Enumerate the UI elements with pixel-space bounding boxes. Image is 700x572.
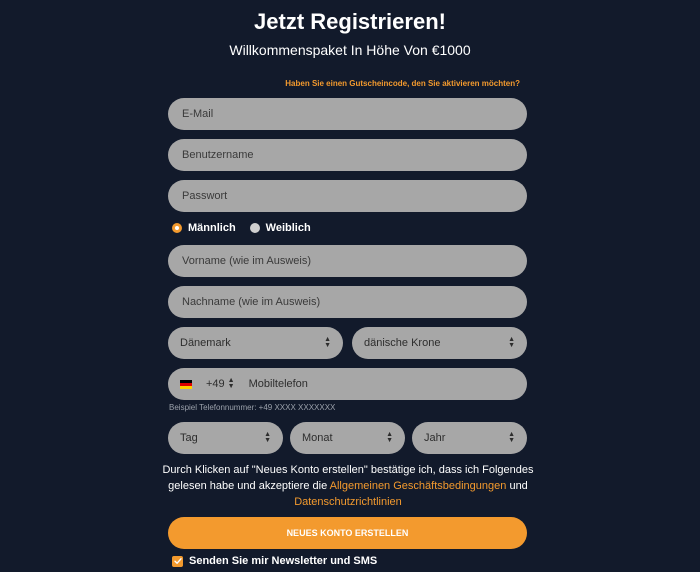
- page-title: Jetzt Registrieren!: [254, 9, 446, 34]
- select-caret-icon: ▲ ▼: [227, 377, 235, 390]
- germany-flag-icon: [180, 380, 192, 389]
- phone-example-hint: Beispiel Telefonnummer: +49 XXXX XXXXXXX: [169, 403, 336, 412]
- mobile-phone-input[interactable]: [247, 377, 481, 391]
- welcome-bonus-subtitle: Willkommenspaket In Höhe Von €1000: [229, 42, 471, 58]
- gender-radio-male-label: Männlich: [188, 222, 236, 234]
- lastname-field[interactable]: [168, 286, 527, 318]
- country-select-value: Dänemark: [180, 337, 231, 349]
- newsletter-checkbox[interactable]: [172, 556, 183, 567]
- select-caret-icon: ▲ ▼: [508, 431, 515, 444]
- currency-select-value: dänische Krone: [364, 337, 441, 349]
- phone-country-code: +49: [206, 378, 225, 390]
- gender-radio-group: [172, 222, 325, 234]
- radio-unselected-icon: [250, 223, 260, 233]
- checkmark-icon: [174, 557, 182, 565]
- birth-day-value: Tag: [180, 432, 198, 444]
- gender-radio-female[interactable]: [250, 222, 311, 234]
- select-caret-icon: ▲ ▼: [264, 431, 271, 444]
- firstname-field[interactable]: [168, 245, 527, 277]
- currency-select[interactable]: [352, 327, 527, 359]
- birth-year-select[interactable]: [412, 422, 527, 454]
- country-select[interactable]: [168, 327, 343, 359]
- voucher-code-link[interactable]: Haben Sie einen Gutscheincode, den Sie aktivieren möchten?: [285, 79, 520, 88]
- username-field[interactable]: [168, 139, 527, 171]
- newsletter-option: [172, 555, 377, 567]
- birth-day-select[interactable]: [168, 422, 283, 454]
- terms-link[interactable]: Allgemeinen Geschäftsbedingungen: [329, 480, 507, 492]
- newsletter-label: Senden Sie mir Newsletter und SMS: [189, 555, 378, 567]
- phone-field-group: [168, 368, 527, 400]
- privacy-link[interactable]: Datenschutzrichtlinien: [294, 496, 402, 508]
- radio-selected-icon: [172, 223, 182, 233]
- create-account-button[interactable]: NEUES KONTO ERSTELLEN: [168, 517, 527, 549]
- gender-radio-female-label: Weiblich: [265, 222, 311, 234]
- birth-month-value: Monat: [302, 432, 333, 444]
- birth-month-select[interactable]: [290, 422, 405, 454]
- terms-consent-text: [150, 462, 546, 510]
- birth-year-value: Jahr: [424, 432, 446, 444]
- gender-radio-male[interactable]: [172, 222, 236, 234]
- select-caret-icon: ▲ ▼: [508, 336, 515, 349]
- terms-text-part2: und: [506, 480, 528, 492]
- terms-text-part1: Durch Klicken auf "Neues Konto erstellen" bestätige ich, dass ich Folgendes gelesen habe und akzeptiere die: [162, 464, 534, 492]
- select-caret-icon: ▲ ▼: [324, 336, 331, 349]
- select-caret-icon: ▲ ▼: [386, 431, 393, 444]
- password-field[interactable]: [168, 180, 527, 212]
- email-field[interactable]: [168, 98, 527, 130]
- phone-country-code-select[interactable]: [206, 378, 235, 390]
